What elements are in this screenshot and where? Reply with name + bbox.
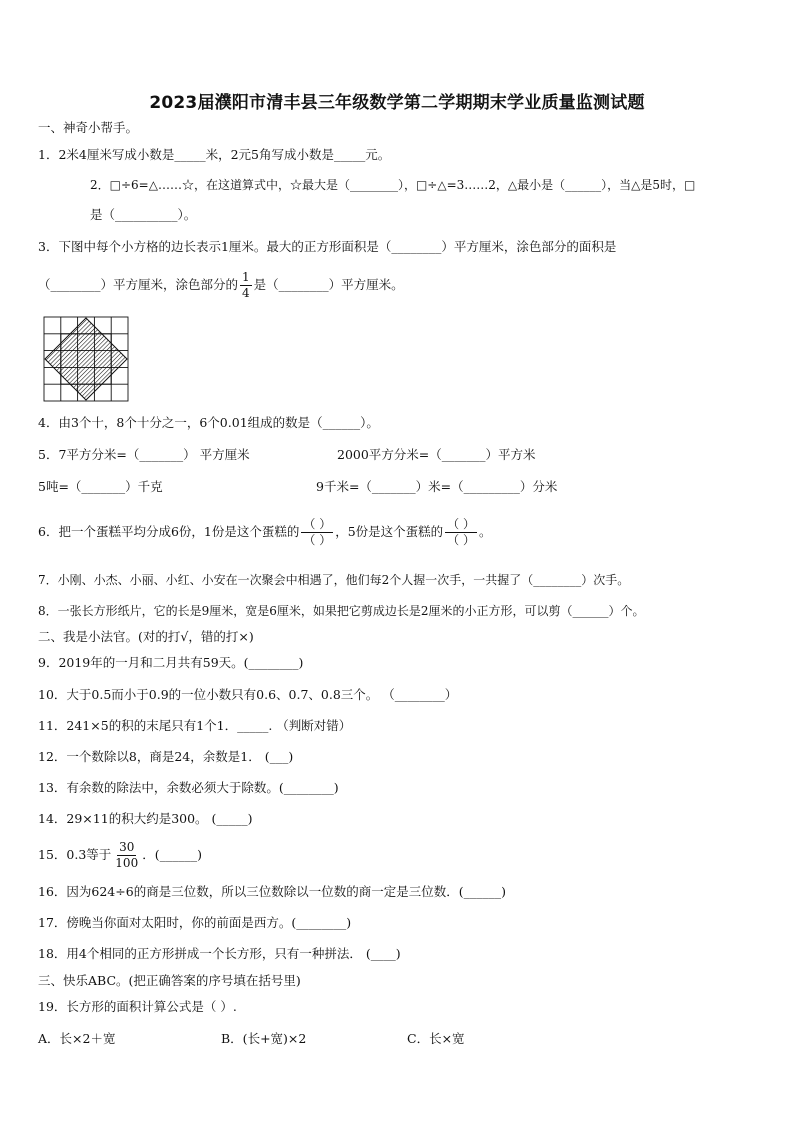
question-5-part-a: 5．7平方分米=（_______） 平方厘米 (38, 447, 250, 462)
fraction-blank-denominator: （ ） (447, 533, 475, 547)
question-16: 16．因为624÷6的商是三位数，所以三位数除以一位数的商一定是三位数．(______) (38, 884, 506, 899)
fraction-blank-1 (301, 517, 333, 548)
question-19: 19．长方形的面积计算公式是（ ）. (38, 999, 237, 1014)
question-5-part-c: 5吨=（_______）千克 (38, 479, 163, 494)
question-3-line-1: 3．下图中每个小方格的边长表示1厘米。最大的正方形面积是（________）平方厘米，涂色部分的面积是 (38, 239, 617, 254)
question-15-text-b: ．(______) (142, 847, 202, 862)
question-5-part-b: 2000平方分米=（_______）平方米 (337, 447, 536, 462)
question-3-text-b: 是（________）平方厘米。 (253, 277, 404, 292)
section-1-heading: 一、神奇小帮手。 (38, 120, 139, 135)
option-b: B．(长+宽)×2 (221, 1031, 307, 1046)
question-7: 7．小刚、小杰、小丽、小红、小安在一次聚会中相遇了，他们每2个人握一次手，一共握了（________）次手。 (38, 573, 630, 587)
section-2-heading: 二、我是小法官。(对的打√，错的打×) (38, 629, 254, 644)
page-title: 2023届濮阳市清丰县三年级数学第二学期期末学业质量监测试题 (149, 93, 645, 113)
question-17: 17．傍晚当你面对太阳时，你的前面是西方。(________) (38, 915, 352, 930)
fraction-denominator: 4 (242, 286, 250, 300)
question-6 (38, 514, 492, 550)
fraction-blank-numerator: （ ） (303, 517, 332, 531)
option-c: C．长×宽 (407, 1031, 465, 1046)
fraction-denominator: 100 (115, 856, 139, 870)
fraction-one-quarter (240, 270, 252, 301)
fraction-blank-denominator: （ ） (303, 533, 332, 547)
question-6-text-a: 6．把一个蛋糕平均分成6份，1份是这个蛋糕的 (38, 524, 300, 539)
section-3-heading: 三、快乐ABC。(把正确答案的序号填在括号里) (38, 973, 301, 988)
question-4: 4．由3个十，8个十分之一，6个0.01组成的数是（______）。 (38, 415, 379, 430)
question-3-line-2 (38, 270, 404, 301)
fraction-blank-2 (445, 517, 477, 548)
question-6-text-c: 。 (479, 524, 492, 539)
question-15 (38, 837, 202, 873)
fraction-numerator: 30 (119, 840, 135, 854)
option-a: A．长×2＋宽 (38, 1031, 116, 1046)
question-8: 8．一张长方形纸片，它的长是9厘米，宽是6厘米，如果把它剪成边长是2厘米的小正方形，可以剪（______）个。 (38, 604, 645, 618)
question-6-text-b: ，5份是这个蛋糕的 (335, 524, 444, 539)
question-12: 12．一个数除以8，商是24，余数是1． (___) (38, 749, 294, 764)
question-18: 18．用4个相同的正方形拼成一个长方形，只有一种拼法． (____) (38, 946, 401, 961)
question-2-line-2: 是（__________）。 (90, 207, 197, 222)
question-2-line-1: 2．□÷6=△……☆，在这道算式中，☆最大是（________），□÷△=3……2，△最小是（______），当△是5时，□ (90, 178, 696, 192)
question-1: 1．2米4厘米写成小数是_____米，2元5角写成小数是_____元。 (38, 147, 391, 162)
question-3-text-a: （________）平方厘米，涂色部分的 (38, 277, 239, 292)
question-5-part-d: 9千米=（_______）米=（_________）分米 (316, 479, 558, 494)
shaded-diamond (45, 318, 127, 400)
square-grid-figure (43, 316, 129, 402)
question-15-text-a: 15．0.3等于 (38, 847, 112, 862)
question-9: 9．2019年的一月和二月共有59天。(________) (38, 655, 304, 670)
question-11: 11．241×5的积的末尾只有1个1．_____. （判断对错） (38, 718, 352, 733)
question-13: 13．有余数的除法中，余数必须大于除数。(________) (38, 780, 339, 795)
fraction-blank-numerator: （ ） (447, 517, 475, 531)
fraction-numerator: 1 (242, 270, 250, 284)
question-10: 10．大于0.5而小于0.9的一位小数只有0.6、0.7、0.8三个。 （________） (38, 687, 458, 702)
question-14: 14．29×11的积大约是300。 (_____) (38, 811, 253, 826)
fraction-30-over-100 (113, 840, 140, 871)
